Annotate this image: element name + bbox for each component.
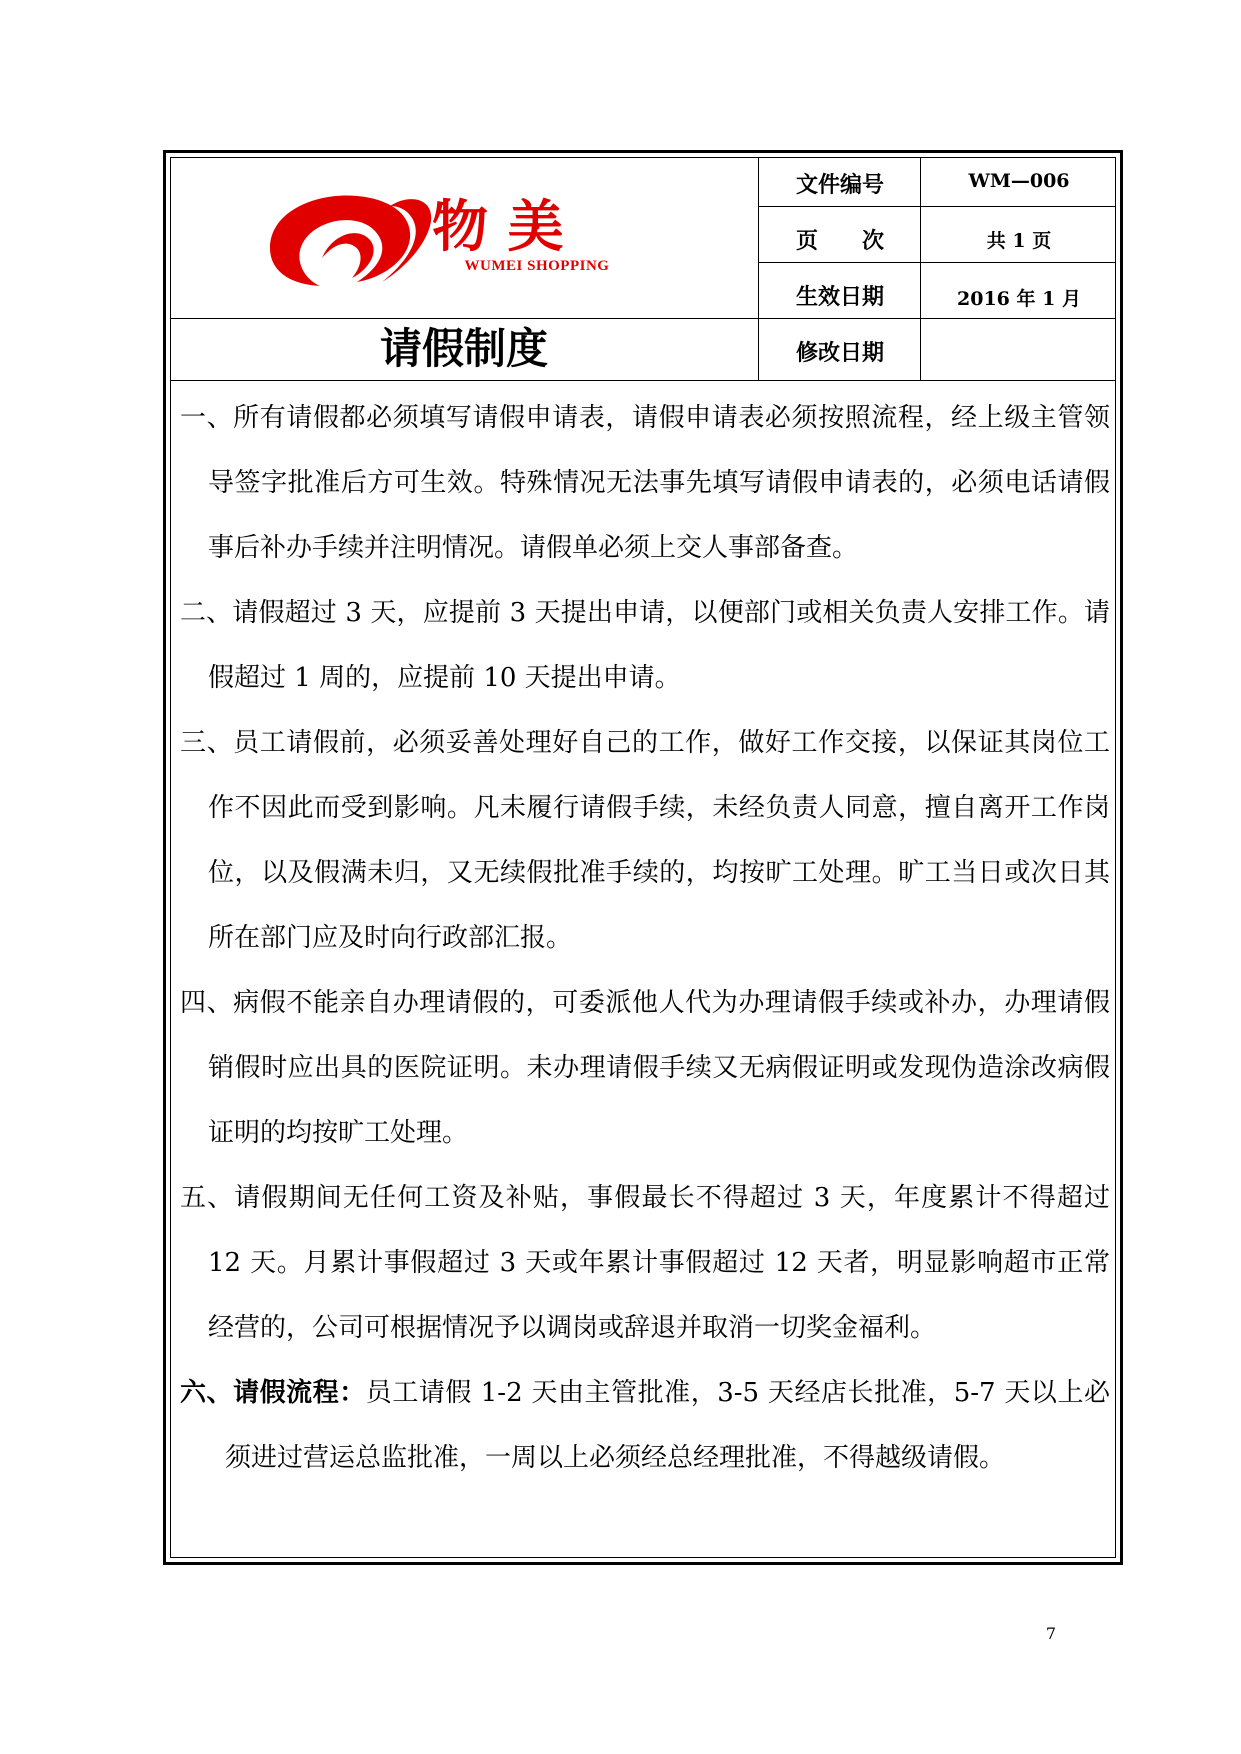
logo-english-text: WUMEI SHOPPING xyxy=(464,258,610,274)
logo-chinese-text: 物 美 xyxy=(432,195,564,260)
effective-date-label: 生效日期 xyxy=(795,285,884,310)
policy-content xyxy=(180,386,1110,1491)
policy-item-6-text: 员工请假 1-2 天由主管批准，3-5 天经店长批准，5-7 天以上必须进过营运总监批准，一周以上必须经总经理批准，不得越级请假。 xyxy=(225,1378,1110,1473)
policy-item-2: 二、请假超过 3 天，应提前 3 天提出申请，以便部门或相关负责人安排工作。请假超过 1 周的，应提前 10 天提出申请。 xyxy=(180,598,1110,693)
header-divider-left xyxy=(758,157,759,380)
doc-number-value: WM—006 xyxy=(968,170,1070,192)
header-bottom-line xyxy=(170,380,1116,381)
policy-item-1: 一、所有请假都必须填写请假申请表，请假申请表必须按照流程，经上级主管领导签字批准后方可生效。特殊情况无法事先填写请假申请表的，必须电话请假事后补办手续并注明情况。请假单必须上交人事部备查。 xyxy=(180,403,1110,563)
effective-date-value: 2016 年 1 月 xyxy=(957,288,1081,310)
policy-item-5: 五、请假期间无任何工资及补贴，事假最长不得超过 3 天，年度累计不得超过 12 天。月累计事假超过 3 天或年累计事假超过 12 天者，明显影响超市正常经营的，公司可根据情况予以调岗或辞退并取消一切奖金福利。 xyxy=(180,1183,1110,1343)
header-divider-right xyxy=(920,157,921,380)
header-row-line-1 xyxy=(758,206,1116,207)
policy-item-6 xyxy=(180,1361,1110,1491)
policy-item-4: 四、病假不能亲自办理请假的，可委派他人代为办理请假手续或补办，办理请假销假时应出具的医院证明。未办理请假手续又无病假证明或发现伪造涂改病假证明的均按旷工处理。 xyxy=(180,988,1110,1148)
header-row-line-2 xyxy=(758,262,1116,263)
policy-item-6-lead: 六、请假流程： xyxy=(180,1378,366,1408)
page-count-label: 页 次 xyxy=(795,229,884,254)
policy-item-3: 三、员工请假前，必须妥善处理好自己的工作，做好工作交接，以保证其岗位工作不因此而受到影响。凡未履行请假手续，未经负责人同意，擅自离开工作岗位，以及假满未归，又无续假批准手续的，均按旷工处理。旷工当日或次日其所在部门应及时向行政部汇报。 xyxy=(180,728,1110,953)
revision-date-label: 修改日期 xyxy=(795,341,884,366)
page-number: 7 xyxy=(1045,1624,1057,1643)
page-count-value: 共 1 页 xyxy=(986,230,1052,252)
document-title: 请假制度 xyxy=(379,324,548,373)
doc-number-label: 文件编号 xyxy=(795,173,884,198)
